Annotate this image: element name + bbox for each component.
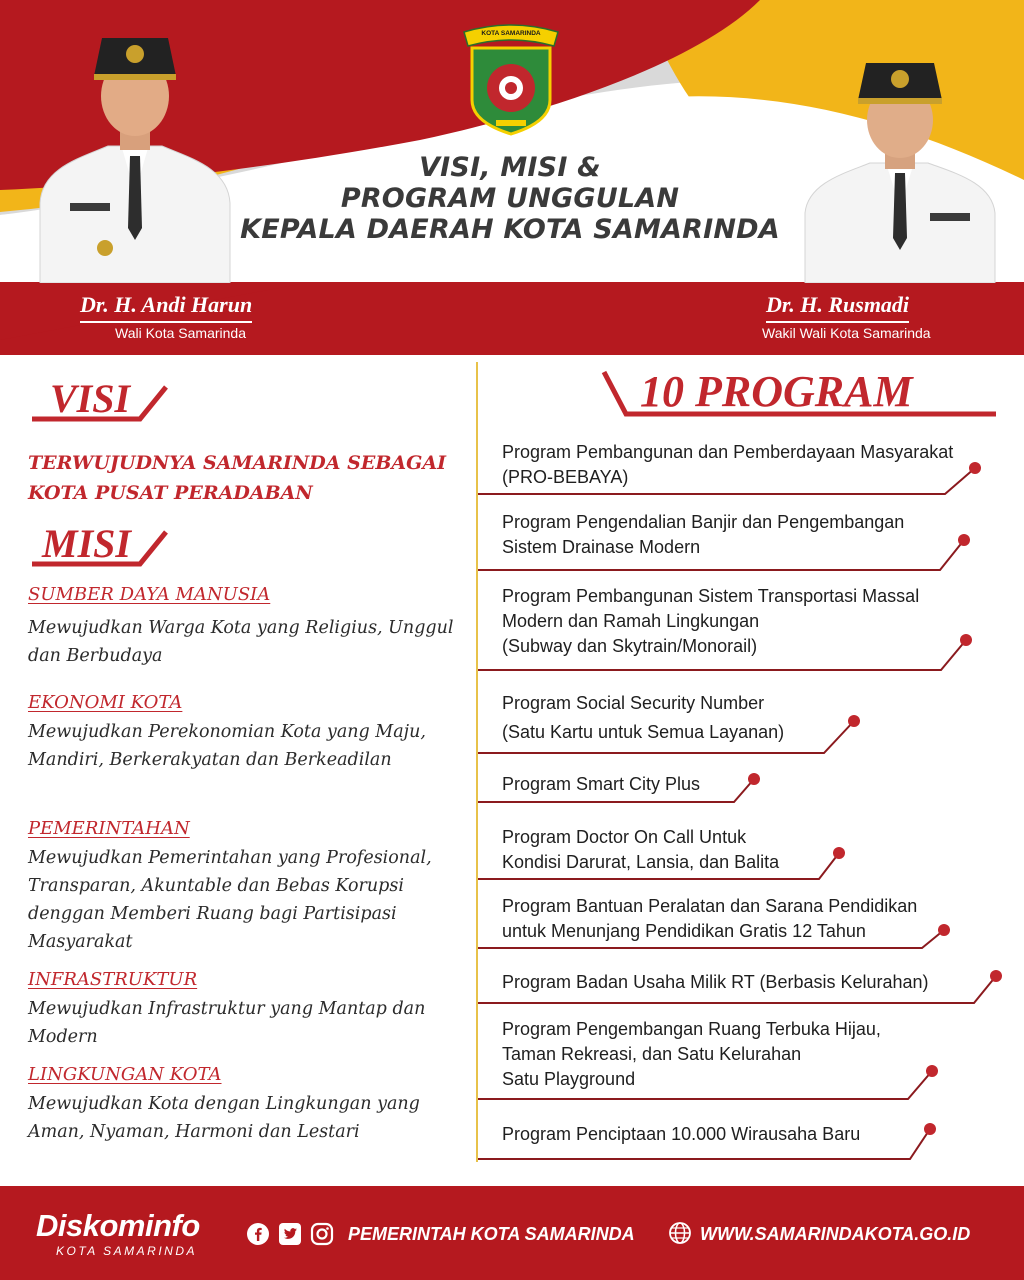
misi-description: Mewujudkan Kota dengan Lingkungan yang Aman, Nyaman, Harmoni dan Lestari — [28, 1094, 420, 1142]
title-line-3: KEPALA DAERAH KOTA SAMARINDA — [240, 214, 780, 245]
program-underline — [478, 440, 1024, 510]
program-heading — [600, 366, 1000, 422]
program-line: Program Pembangunan Sistem Transportasi Massal — [502, 586, 920, 606]
footer-bar — [0, 1186, 1024, 1280]
misi-category: INFRASTRUKTUR — [28, 969, 198, 990]
misi-category: SUMBER DAYA MANUSIA — [28, 584, 271, 605]
mayor-role: Wali Kota Samarinda — [115, 325, 246, 341]
misi-item-lingkungan — [28, 1062, 468, 1146]
program-line: (PRO-BEBAYA) — [502, 467, 629, 487]
instagram-icon[interactable] — [310, 1222, 334, 1246]
program-line: Satu Playground — [502, 1069, 636, 1089]
program-underline — [478, 825, 1024, 895]
logo-text: KOTA SAMARINDA — [481, 30, 541, 37]
diskominfo-subtitle: KOTA SAMARINDA — [56, 1244, 198, 1258]
website-link[interactable]: WWW.SAMARINDAKOTA.GO.ID — [700, 1224, 971, 1244]
title-line-2: PROGRAM UNGGULAN — [340, 183, 680, 214]
vice-mayor-role: Wakil Wali Kota Samarinda — [762, 325, 931, 341]
government-name: PEMERINTAH KOTA SAMARINDA — [348, 1224, 635, 1244]
program-line: Program Penciptaan 10.000 Wirausaha Baru — [502, 1124, 861, 1144]
title-line-1: VISI, MISI & — [419, 152, 601, 183]
visi-statement: TERWUJUDNYA SAMARINDA SEBAGAI KOTA PUSAT PERADABAN — [28, 452, 446, 504]
program-line: Program Pengendalian Banjir dan Pengembangan — [502, 512, 905, 532]
misi-category: PEMERINTAHAN — [28, 818, 190, 839]
misi-item-pemerintahan — [28, 816, 468, 956]
program-line: Program Badan Usaha Milik RT (Berbasis Kelurahan) — [502, 972, 929, 992]
program-line: Sistem Drainase Modern — [502, 537, 701, 557]
globe-icon — [668, 1221, 692, 1245]
header-banner — [0, 0, 1024, 355]
vice-mayor-name: Dr. H. Rusmadi — [766, 292, 909, 323]
program-underline — [478, 1122, 1024, 1172]
misi-description: Mewujudkan Pemerintahan yang Profesional, Transparan, Akuntable dan Bebas Korupsi denggan Memberi Ruang bagi Partisipasi Masyarakat — [28, 848, 432, 952]
misi-heading — [28, 518, 178, 574]
twitter-icon[interactable] — [278, 1222, 302, 1246]
program-line: (Subway dan Skytrain/Monorail) — [502, 636, 758, 656]
misi-item-ekonomi — [28, 690, 468, 774]
program-line: untuk Menunjang Pendidikan Gratis 12 Tahun — [502, 921, 866, 941]
misi-description: Mewujudkan Infrastruktur yang Mantap dan Modern — [28, 999, 426, 1047]
program-underline — [478, 1017, 1024, 1117]
program-underline — [478, 691, 1024, 761]
misi-description: Mewujudkan Warga Kota yang Religius, Unggul dan Berbudaya — [28, 618, 454, 666]
facebook-icon[interactable] — [246, 1222, 270, 1246]
program-line: Program Social Security Number — [502, 693, 765, 713]
diskominfo-brand[interactable]: Diskominfo — [36, 1208, 200, 1243]
program-line: Kondisi Darurat, Lansia, dan Balita — [502, 852, 780, 872]
program-underline — [478, 510, 1024, 580]
program-underline — [478, 772, 1024, 822]
program-underline — [478, 970, 1024, 1020]
misi-category: EKONOMI KOTA — [28, 692, 183, 713]
program-line: Taman Rekreasi, dan Satu Kelurahan — [502, 1044, 802, 1064]
misi-item-infrastruktur — [28, 967, 468, 1051]
misi-category: LINGKUNGAN KOTA — [28, 1064, 222, 1085]
program-heading-text: 10 PROGRAM — [640, 367, 913, 416]
official-right-photo — [800, 48, 1000, 283]
misi-item-sdm — [28, 582, 468, 670]
mayor-name: Dr. H. Andi Harun — [80, 292, 252, 323]
program-underline — [478, 584, 1024, 684]
visi-heading — [28, 373, 178, 429]
program-line: Program Smart City Plus — [502, 774, 701, 794]
program-line: Program Pembangunan dan Pemberdayaan Masyarakat — [502, 442, 954, 462]
program-line: Modern dan Ramah Lingkungan — [502, 611, 760, 631]
misi-description: Mewujudkan Perekonomian Kota yang Maju, Mandiri, Berkerakyatan dan Berkeadilan — [28, 722, 426, 770]
program-line: (Satu Kartu untuk Semua Layanan) — [502, 722, 785, 742]
program-underline — [478, 894, 1024, 964]
program-line: Program Pengembangan Ruang Terbuka Hijau, — [502, 1019, 881, 1039]
visi-heading-text: VISI — [50, 376, 131, 421]
program-line: Program Doctor On Call Untuk — [502, 827, 747, 847]
misi-heading-text: MISI — [42, 521, 131, 566]
program-line: Program Bantuan Peralatan dan Sarana Pendidikan — [502, 896, 918, 916]
page-title — [200, 152, 820, 245]
samarinda-city-logo — [456, 22, 566, 138]
